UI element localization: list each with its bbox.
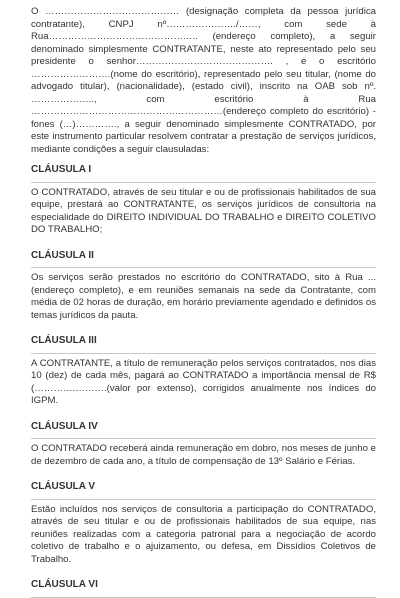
- clause-2-title: CLÁUSULA II: [31, 249, 94, 261]
- spacer: [31, 566, 376, 579]
- clause-5-text: Estão incluídos nos serviços de consultoria a participação do CONTRATADO, através de seu titular e ou de profissionais habilitados de sua equipe, nas reuniões realizadas com a categoria patronal para a negociação de acordo coletivo de trabalho e o ajuizamento, ou defesa, em Dissídios Coletivos de Trabalho.: [31, 503, 376, 565]
- clause-4-title: CLÁUSULA IV: [31, 420, 98, 432]
- clause-5-title: CLÁUSULA V: [31, 481, 96, 492]
- spacer: [31, 322, 376, 335]
- clause-1-text: O CONTRATADO, através de seu titular e ou de profissionais habilitados de sua equipe, prestará ao CONTRATANTE, os serviços jurídicos de consultoria na especialidade do DIREITO INDIVIDUAL DO TRABALHO e DIREITO COLETIVO DO TRABALHO;: [31, 186, 376, 235]
- clause-3-divider: [31, 353, 376, 354]
- clause-1-divider: [31, 182, 376, 183]
- clause-4-text: O CONTRATADO receberá ainda remuneração em dobro, nos meses de junho e de dezembro de cada ano, a título de compensação de 13º Salário e Férias.: [31, 443, 376, 467]
- clause-5-divider: [31, 499, 376, 500]
- clause-2-text: Os serviços serão prestados no escritório do CONTRATADO, sito à Rua ... (endereço completo), e em reuniões semanais na sede da Contratante, com média de 02 horas de duração, em horário previamente agendado e definidos os temas jurídicos da pauta.: [31, 272, 376, 321]
- spacer: [31, 237, 376, 250]
- intro-paragraph: O …………………………………… (designação completa da pessoa jurídica contratante), CNPJ nº…………………./……, com sede à Rua……………………………………….. (endereço completo), a seguir denominado simplesmente CONTRATANTE, neste ato representado pelo seu presidente o senhor……………………………………. , e o escritório …………………….(nome do escritório), representado pelo seu titular, (nome do advogado titular), (nacionalidade), (estado civil), inscrito na OAB sob nº. ……………….., com escritório à Rua ……………………………………………………(endereço completo do escritório) - fones (…)…………., a seguir denominado simplesmente CONTRATADO, por este instrumento particular resolvem contratar a prestação de serviços jurídicos, mediante condições a seguir clausuladas:: [31, 6, 376, 155]
- clause-3-text: A CONTRATANTE, a título de remuneração pelos serviços contratados, nos dias 10 (dez) de cada mês, pagará ao CONTRATADO a importância mensal de R$ (………….……….(valor por extenso), corrigidos anualmente nos índices do IGPM.: [31, 357, 376, 406]
- clause-6-title: CLÁUSULA VI: [31, 579, 98, 590]
- spacer: [31, 156, 376, 164]
- spacer: [31, 468, 376, 481]
- spacer: [31, 408, 376, 421]
- clause-4-divider: [31, 438, 376, 439]
- clause-2-divider: [31, 267, 376, 268]
- clause-3-title: CLÁUSULA III: [31, 335, 97, 346]
- clause-1-title: CLÁUSULA I: [31, 164, 92, 175]
- clause-6-divider: [31, 597, 376, 598]
